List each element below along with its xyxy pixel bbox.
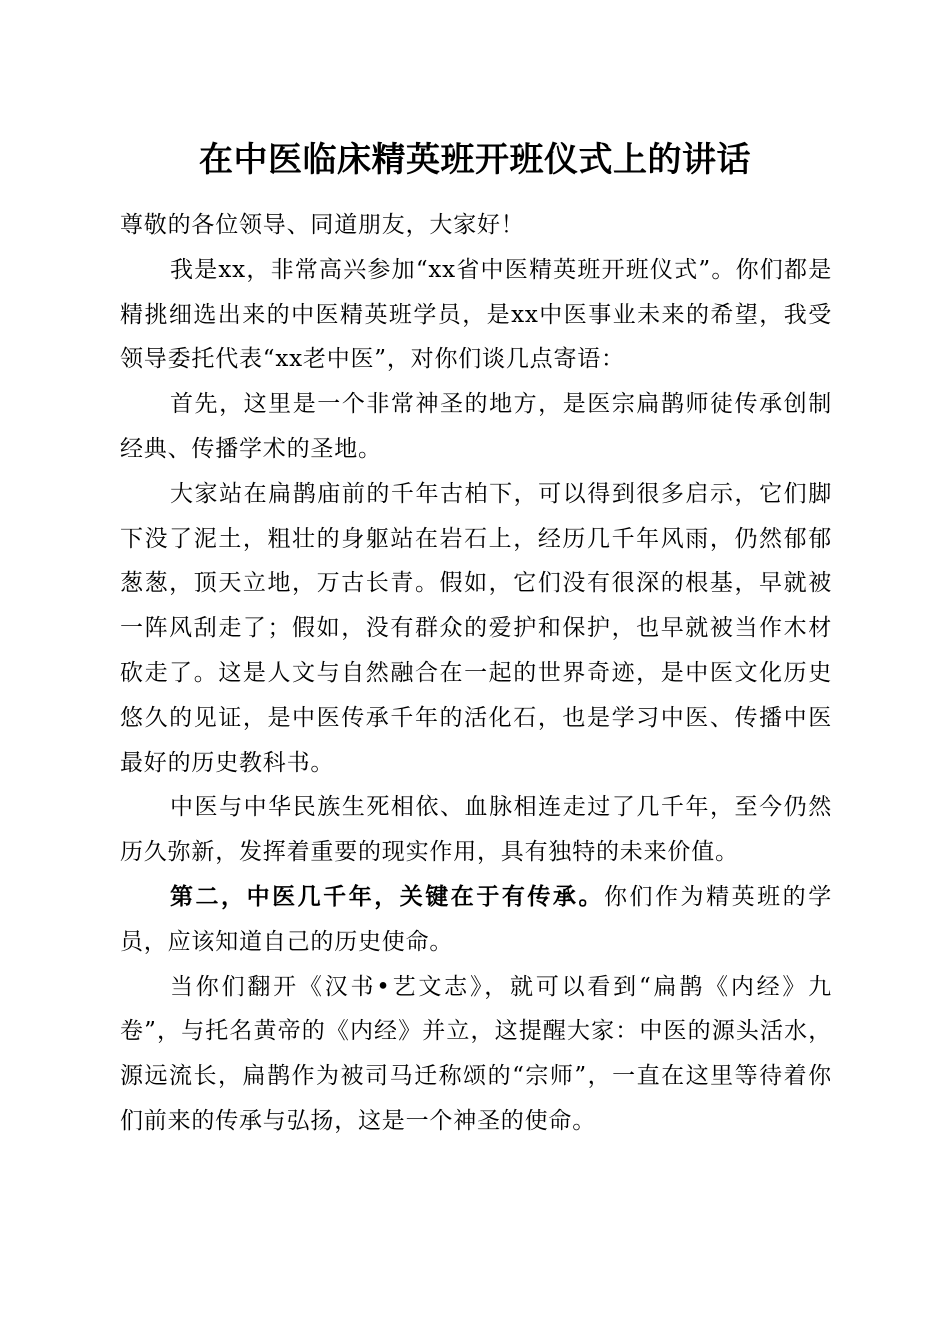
paragraph-second-point <box>120 875 832 965</box>
paragraph-hanshu: 当你们翻开《汉书•艺文志》，就可以看到“扁鹊《内经》九卷”，与托名黄帝的《内经》并立，这提醒大家：中医的源头活水，源远流长，扁鹊作为被司马迁称颂的“宗师”，一直在这里等待着你们前来的传承与弘扬，这是一个神圣的使命。 <box>120 973 832 1134</box>
salutation: 尊敬的各位领导、同道朋友，大家好！ <box>120 212 525 238</box>
second-point-text: 你们作为精英班的学员，应该知道自己的历史使命。 <box>120 883 832 955</box>
paragraph-intro: 我是xx，非常高兴参加“xx省中医精英班开班仪式”。你们都是精挑细选出来的中医精英班学员，是xx中医事业未来的希望，我受领导委托代表“xx老中医”，对你们谈几点寄语： <box>120 256 832 373</box>
document-title: 在中医临床精英班开班仪式上的讲话 <box>199 140 751 180</box>
paragraph-tcm-value: 中医与中华民族生死相依、血脉相连走过了几千年，至今仍然历久弥新，发挥着重要的现实作用，具有独特的未来价值。 <box>120 794 832 866</box>
paragraph-ancient-cypress: 大家站在扁鹊庙前的千年古柏下，可以得到很多启示，它们脚下没了泥土，粗壮的身躯站在岩石上，经历几千年风雨，仍然郁郁葱葱，顶天立地，万古长青。假如，它们没有很深的根基，早就被一阵风刮走了；假如，没有群众的爱护和保护，也早就被当作木材砍走了。这是人文与自然融合在一起的世界奇迹，是中医文化历史悠久的见证，是中医传承千年的活化石，也是学习中医、传播中医最好的历史教科书。 <box>120 480 832 776</box>
speech-body <box>120 203 832 1144</box>
paragraph-first-point: 首先，这里是一个非常神圣的地方，是医宗扁鹊师徒传承创制经典、传播学术的圣地。 <box>120 391 832 462</box>
second-point-heading: 第二，中医几千年，关键在于有传承。 <box>170 882 604 910</box>
